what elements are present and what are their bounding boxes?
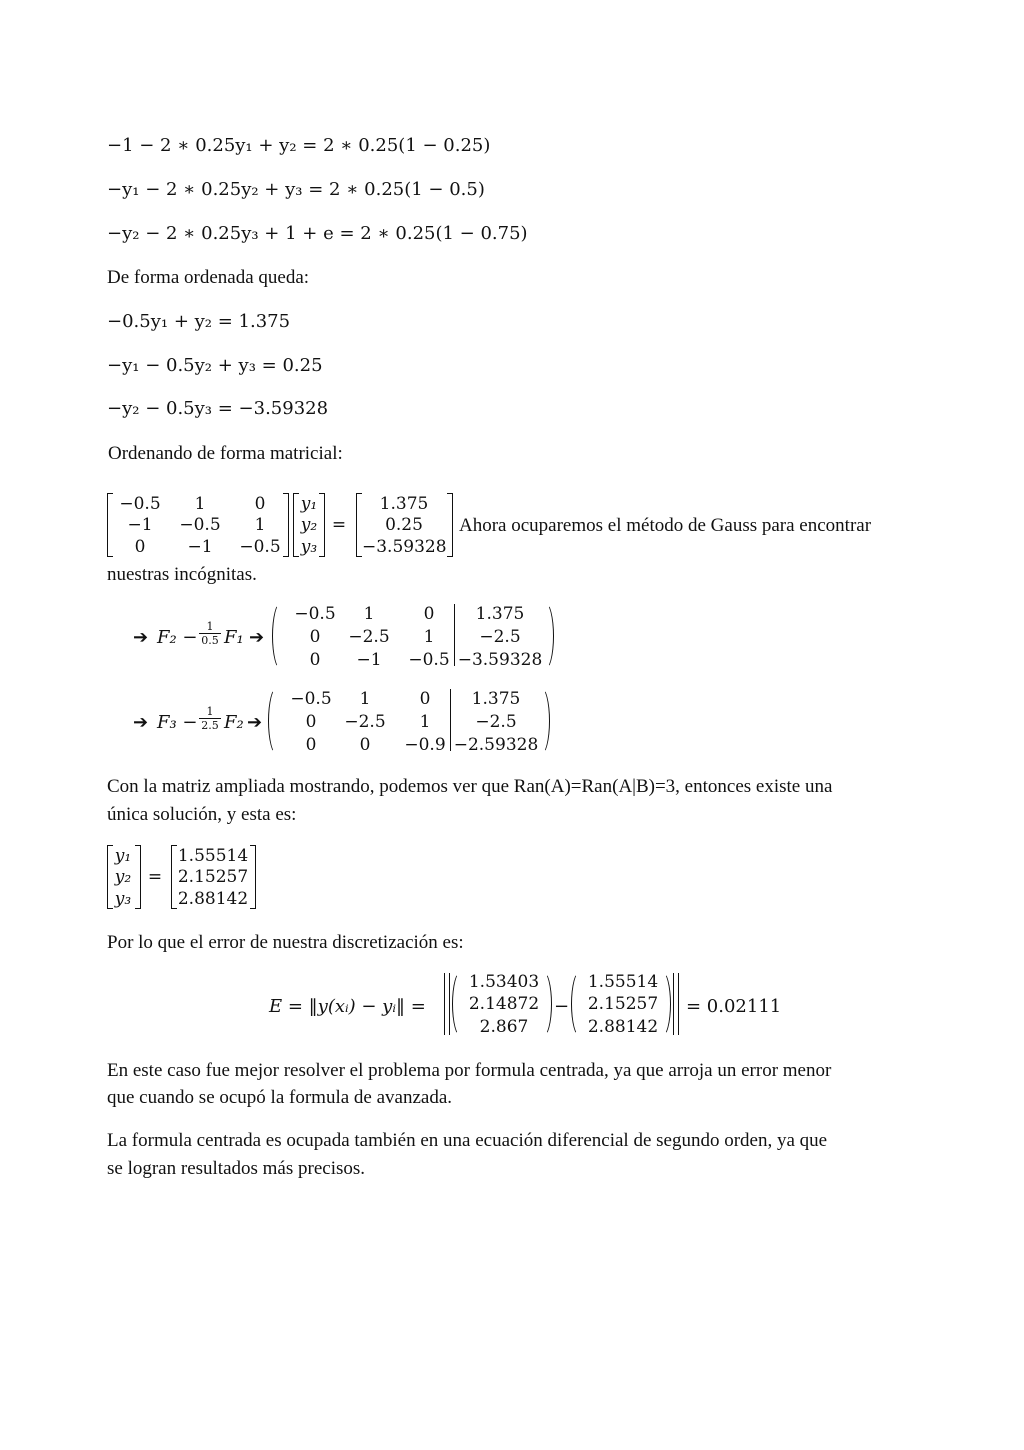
matrix-cell: 1.375	[471, 689, 521, 709]
matrix-cell: 0	[254, 494, 266, 514]
matrix-cell: 0	[309, 627, 321, 647]
equation-1: −1 − 2 ∗ 0.25y₁ + y₂ = 2 ∗ 0.25(1 − 0.25)	[107, 135, 491, 156]
matrix-cell: 1	[254, 515, 266, 535]
row-operation-target: F₁	[224, 627, 244, 648]
gauss-text: Ahora ocuparemos el método de Gauss para encontrar	[459, 515, 872, 536]
matrix-cell: −2.59328	[453, 735, 539, 755]
fraction-numerator: 1	[199, 705, 221, 719]
matrix-cell: −0.5	[179, 515, 221, 535]
vector-cell: 1.53403	[468, 972, 540, 992]
matrix-cell: −2.5	[348, 627, 390, 647]
fraction	[199, 620, 221, 647]
solution-vector	[107, 845, 267, 911]
vector-cell: −3.59328	[362, 537, 447, 557]
final-text-continued: se logran resultados más precisos.	[107, 1158, 366, 1179]
matrix-cell: 0	[134, 537, 146, 557]
augmented-matrix-2	[268, 687, 558, 757]
matrix-cell: −0.5	[119, 494, 161, 514]
vector-cell: y₃	[114, 889, 132, 909]
vector-cell: y₁	[300, 494, 318, 514]
ordered-equation-1: −0.5y₁ + y₂ = 1.375	[107, 311, 291, 332]
matrix-cell: 0	[359, 735, 371, 755]
matrix-cell: 1	[359, 689, 371, 709]
equation-3: −y₂ − 2 ∗ 0.25y₃ + 1 + e = 2 ∗ 0.25(1 − 0.75)	[107, 223, 528, 244]
matrix-cell: −2.5	[475, 712, 517, 732]
equals-sign: =	[331, 515, 347, 535]
conclusion-text: En este caso fue mejor resolver el problema por formula centrada, ya que arroja un error menor	[107, 1060, 832, 1081]
matrix-cell: 1	[194, 494, 206, 514]
rank-text: Con la matriz ampliada mostrando, podemos ver que Ran(A)=Ran(A|B)=3, entonces existe una	[107, 776, 833, 797]
matrix-cell: 1	[363, 604, 375, 624]
arrow-icon: ➔	[133, 712, 149, 733]
matrix-cell: 0	[305, 735, 317, 755]
matrix-cell: 0	[423, 604, 435, 624]
matrix-intro: Ordenando de forma matricial:	[108, 443, 343, 464]
vector-cell: 2.88142	[177, 889, 249, 909]
matrix-cell: −0.9	[404, 735, 446, 755]
vector-cell: y₂	[114, 867, 132, 887]
vector-cell: 2.867	[479, 1017, 529, 1037]
matrix-cell: −2.5	[479, 627, 521, 647]
matrix-cell: −1	[356, 650, 382, 670]
exact-vector	[452, 971, 552, 1037]
equation-2: −y₁ − 2 ∗ 0.25y₂ + y₃ = 2 ∗ 0.25(1 − 0.5)	[107, 179, 485, 200]
matrix-cell: 1	[419, 712, 431, 732]
final-text: La formula centrada es ocupada también en una ecuación diferencial de segundo orden, ya que	[107, 1130, 828, 1151]
equals-sign: =	[147, 867, 163, 887]
vector-cell: 2.14872	[468, 994, 540, 1014]
conclusion-text-continued: que cuando se ocupó la formula de avanzada.	[107, 1087, 453, 1108]
ordered-intro: De forma ordenada queda:	[107, 267, 310, 288]
ordered-equation-2: −y₁ − 0.5y₂ + y₃ = 0.25	[107, 355, 323, 376]
fraction-denominator: 0.5	[201, 634, 219, 647]
matrix-cell: −2.5	[344, 712, 386, 732]
error-intro: Por lo que el error de nuestra discretización es:	[107, 932, 464, 953]
fraction-numerator: 1	[199, 620, 221, 634]
arrow-icon: ➔	[133, 627, 149, 648]
augmented-matrix-1	[272, 602, 562, 672]
vector-cell: y₃	[300, 537, 318, 557]
matrix-cell: 1	[423, 627, 435, 647]
matrix-cell: 1.375	[475, 604, 525, 624]
vector-cell: 1.55514	[587, 972, 659, 992]
vector-cell: 2.15257	[587, 994, 659, 1014]
matrix-cell: −0.5	[294, 604, 336, 624]
arrow-icon: ➔	[247, 712, 263, 733]
row-operation: F₃ −	[157, 712, 198, 733]
vector-cell: 1.375	[379, 494, 429, 514]
vector-cell: 0.25	[385, 515, 423, 535]
matrix-cell: 0	[309, 650, 321, 670]
matrix-cell: −0.5	[290, 689, 332, 709]
vector-cell: 2.15257	[177, 867, 249, 887]
system-matrix	[107, 493, 457, 559]
vector-cell: y₂	[300, 515, 318, 535]
matrix-cell: −3.59328	[457, 650, 543, 670]
matrix-cell: 0	[305, 712, 317, 732]
error-lhs: E = ‖y(xᵢ) − yᵢ‖ =	[269, 996, 426, 1017]
matrix-cell: −1	[187, 537, 213, 557]
arrow-icon: ➔	[249, 627, 265, 648]
vector-cell: y₁	[114, 846, 132, 866]
row-operation: F₂ −	[157, 627, 198, 648]
gauss-text-continued: nuestras incógnitas.	[107, 564, 257, 585]
rank-text-continued: única solución, y esta es:	[107, 804, 297, 825]
matrix-cell: −1	[127, 515, 153, 535]
vector-cell: 1.55514	[177, 846, 249, 866]
fraction-denominator: 2.5	[201, 719, 219, 732]
fraction	[199, 705, 221, 732]
matrix-cell: −0.5	[239, 537, 281, 557]
matrix-cell: −0.5	[408, 650, 450, 670]
matrix-cell: 0	[419, 689, 431, 709]
ordered-equation-3: −y₂ − 0.5y₃ = −3.59328	[107, 398, 329, 419]
minus-sign: −	[554, 996, 570, 1017]
row-operation-target: F₂	[224, 712, 244, 733]
error-result: = 0.02111	[686, 996, 782, 1017]
approx-vector	[571, 971, 671, 1037]
vector-cell: 2.88142	[587, 1017, 659, 1037]
